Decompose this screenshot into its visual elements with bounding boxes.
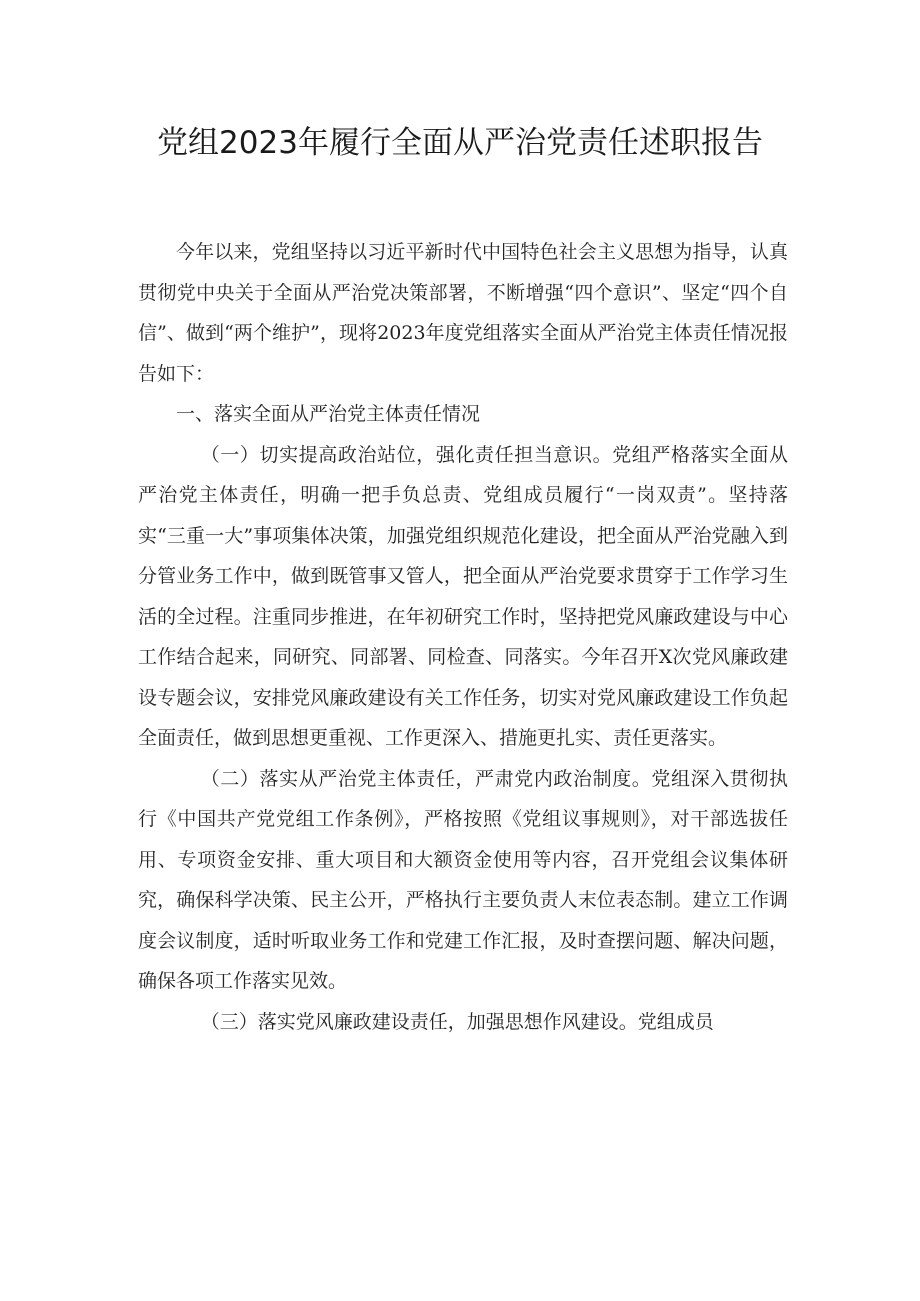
subsection-paragraph-3: （三）落实党风廉政建设责任，加强思想作风建设。党组成员 — [200, 1010, 714, 1033]
document-body — [138, 232, 788, 1042]
intro-paragraph: 今年以来，党组坚持以习近平新时代中国特色社会主义思想为指导，认真贯彻党中央关于全面从严治党决策部署，不断增强“四个意识”、坚定“四个自信”、做到“两个维护”，现将2023年度党组落实全面从严治党主体责任情况报告如下： — [138, 241, 788, 385]
subsection-paragraph-1: （一）切实提高政治站位，强化责任担当意识。党组严格落实全面从严治党主体责任，明确一把手负总责、党组成员履行“一岗双责”。坚持落实“三重一大”事项集体决策，加强党组织规范化建设，把全面从严治党融入到分管业务工作中，做到既管事又管人，把全面从严治党要求贯穿于工作学习生活的全过程。注重同步推进，在年初研究工作时，坚持把党风廉政建设与中心工作结合起来，同研究、同部署、同检查、同落实。今年召开X次党风廉政建设专题会议，安排党风廉政建设有关工作任务，切实对党风廉政建设工作负起全面责任，做到思想更重视、工作更深入、措施更扎实、责任更落实。 — [138, 443, 788, 749]
subsection-paragraph-2: （二）落实从严治党主体责任，严肃党内政治制度。党组深入贯彻执行《中国共产党党组工作条例》，严格按照《党组议事规则》，对干部选拔任用、专项资金安排、重大项目和大额资金使用等内容，召开党组会议集体研究，确保科学决策、民主公开，严格执行主要负责人末位表态制。建立工作调度会议制度，适时听取业务工作和党建工作汇报，及时查摆问题、解决问题，确保各项工作落实见效。 — [138, 767, 788, 992]
document-title: 党组2023年履行全面从严治党责任述职报告 — [157, 125, 763, 161]
section-heading-1: 一、落实全面从严治党主体责任情况 — [176, 403, 481, 425]
